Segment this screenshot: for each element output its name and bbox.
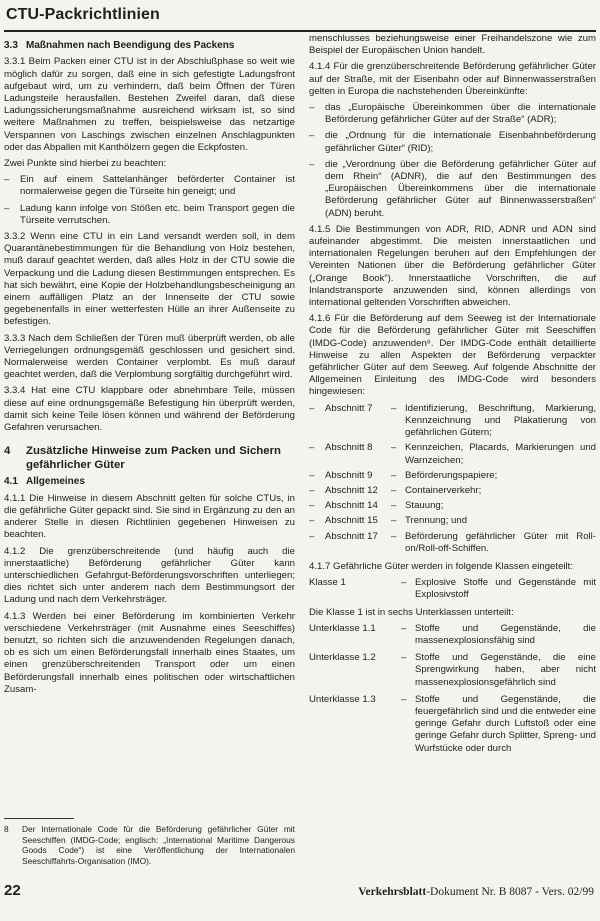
paragraph-3-3-1: 3.3.1 Beim Packen einer CTU ist in der Abschlußphase so weit wie möglich dafür zu sorgen, daß eine in sich gefestigte Ladungsfront aufgebaut wird, um zu verhindern, daß beim Öffnen der Türen Ladungsteile herausfallen. Bestehen Zweifel daran, daß diese Ladungssicherungsmaßnahme ausreichend wirksam ist, so sind weitere Maßnahmen zu treffen, beispielsweise das netzartige Verspannen von Laschings zwischen einzelnen Anschlagpunkten oder das Abpallen mit Kanthölzern gegen die Eckpfosten. — [4, 56, 295, 153]
running-title: CTU-Packrichtlinien — [6, 6, 160, 23]
paragraph-4-1-6: 4.1.6 Für die Beförderung auf dem Seeweg ist der Internationale Code für die Beförderung gefährlicher Güter mit Seeschiffen (IMDG-Code) anzuwenden⁸. Der IMDG-Code enthält detaillierte Hinweise zu allen Aspekten der Beförderung verpackter gefährlicher Güter auf dem Seeweg. Auf folgende Abschnitte der Allgemeinen Einleitung des IMDG-Code wird besonders hingewiesen: — [309, 313, 596, 398]
footnote — [4, 824, 295, 866]
footnote-divider — [4, 818, 74, 819]
page-header — [4, 4, 596, 32]
document-reference: Verkehrsblatt-Dokument Nr. B 8087 - Vers. 02/99 — [358, 886, 594, 898]
list-item: – Ein auf einem Sattelanhänger beförderter Container ist normalerweise gegen die Türseite hin geneigt; und — [4, 174, 295, 198]
paragraph-4-1-5: 4.1.5 Die Bestimmungen von ADR, RID, ADNR und ADN sind aufeinander abgestimmt. Die meisten innerstaatlichen und internationalen Regelungen beruhen auf den Empfehlungen der Vereinten Nationen über die Beförderung gefährlicher Güter („Orange Book“). Innerstaatliche Vorschriften, die auf Inlandstransporte anzuwenden sind, können allerdings von international geltenden Vorschriften abweichen. — [309, 223, 596, 309]
list-item: – die „Verordnung über die Beförderung gefährlicher Güter auf dem Rhein“ (ADNR), die auf den Bestimmungen des „Europäischen Übereinkommens über die internationale Beförderung gefährlicher Güter auf Binnenwasserstraßen“ (ADN) beruht. — [309, 159, 596, 220]
class-row: Klasse 1 – Explosive Stoffe und Gegenstände mit Explosivstoff — [309, 577, 596, 601]
list-item: – das „Europäische Übereinkommen über die internationale Beförderung gefährlicher Güter auf der Straße“ (ADR); — [309, 102, 596, 126]
footnote-mark: 8 — [4, 824, 9, 834]
subclass-row: Unterklasse 1.1 – Stoffe und Gegenstände, die massenexplosionsfähig sind — [309, 622, 596, 646]
paragraph-continued: menschlusses beziehungsweise einer Freihandelszone wie zum Beispiel der Europäischen Union handelt. — [309, 33, 596, 57]
paragraph-3-3-2: 3.3.2 Wenn eine CTU in ein Land versandt werden soll, in dem Quarantänebestimmungen für die Behandlung von Holz bestehen, muß darauf geachtet werden, daß alles Holz in der CTU sowie die Verpackung und die Ladung diesen Bestimmungen entsprechen. Es hat sich bewährt, eine Kopie der Holzbehandlungsbescheinigung an einem auffälligen Platz an der Innenseite der CTU sowie gegebenenfalls in einer wetterfesten Hülle an ihrer Außenseite zu befestigen. — [4, 231, 295, 328]
paragraph-4-1-3: 4.1.3 Werden bei einer Beförderung im kombinierten Verkehr verschiedene Verkehrsträger (mit Ausnahme eines Seeschiffes) benutzt, so richten sich die anzuwendenden Regelungen danach, ob es sich um einen Beförderungsfall innerhalb eines Staates, um einen grenzüberschreitenden Transport oder um einen Beförderungsfall innerhalb eines politischen oder wirtschaftlichen Zusam- — [4, 610, 295, 695]
list-item: – Ladung kann infolge von Stößen etc. beim Transport gegen die Türseite verrutschen. — [4, 203, 295, 227]
imdg-section-row: – Abschnitt 15 – Trennung; und — [309, 515, 468, 527]
section-heading-3-3: 3.3 Maßnahmen nach Beendigung des Packens — [4, 40, 235, 51]
class-1-subdivision-note: Die Klasse 1 ist in sechs Unterklassen unterteilt: — [309, 606, 514, 618]
imdg-section-row: – Abschnitt 7 – Identifizierung, Beschriftung, Markierung, Kennzeichnung und Plakatierung von gefährlichen Gütern; — [309, 402, 596, 439]
page-footer — [4, 878, 596, 908]
page-number: 22 — [4, 882, 21, 899]
imdg-section-row: – Abschnitt 8 – Kennzeichen, Placards, Markierungen und Warnzeichen; — [309, 442, 596, 466]
left-column — [4, 38, 295, 700]
imdg-section-row: – Abschnitt 9 – Beförderungspapiere; — [309, 469, 498, 481]
paragraph-4-1-1: 4.1.1 Die Hinweise in diesem Abschnitt gelten für solche CTUs, in die gefährliche Güter gepackt sind. Sie sind in Ergänzung zu den an anderer Stelle in diesen Richtlinien gegebenen Hinweisen zu beachten. — [4, 492, 295, 541]
paragraph-4-1-2: 4.1.2 Die grenzüberschreitende (und häufig auch die innerstaatliche) Beförderung gefährlicher Güter kann unterschiedlichen Gefahrgut-Beförderungsvorschriften unterliegen; dies richtet sich unter anderem nach dem Bestimmungsort der Ladung und nach dem Verkehrsträger. — [4, 545, 295, 606]
paragraph-3-3-4: 3.3.4 Hat eine CTU klappbare oder abnehmbare Teile, müssen diese auf eine ordnungsgemäße Befestigung hin überprüft werden, damit sich keine Teile lösen können und während der Beförderung Gefahren verursachen. — [4, 385, 295, 434]
paragraph-4-1-7: 4.1.7 Gefährliche Güter werden in folgende Klassen eingeteilt: — [309, 560, 573, 572]
imdg-section-row: – Abschnitt 17 – Beförderung gefährlicher Güter mit Roll-on/Roll-off-Schiffen. — [309, 530, 596, 554]
paragraph-4-1-4: 4.1.4 Für die grenzüberschreitende Beförderung gefährlicher Güter auf der Straße, mit der Eisenbahn oder auf Binnenwasserstraßen gelten in Europa die nachstehenden Übereinkünfte: — [309, 61, 596, 97]
subclass-row: Unterklasse 1.2 – Stoffe und Gegenstände, die eine Sprengwirkung haben, aber nicht massenexplosionsgefährlich sind — [309, 652, 596, 688]
paragraph-3-3-3: 3.3.3 Nach dem Schließen der Türen muß überprüft werden, ob alle Verriegelungen ordnungsgemäß geschlossen und gesichert sind. Normalerweise werden Container verplombt. Es muß darauf geachtet werden, daß die Verplombung sorgfältig durchgeführt wird. — [4, 332, 295, 381]
paragraph-two-points: Zwei Punkte sind hierbei zu beachten: — [4, 158, 167, 170]
section-heading-4-1: 4.1 Allgemeines — [4, 476, 85, 488]
right-column — [309, 33, 596, 760]
imdg-section-row: – Abschnitt 12 – Containerverkehr; — [309, 484, 482, 496]
imdg-section-row: – Abschnitt 14 – Stauung; — [309, 500, 444, 512]
list-item: – die „Ordnung für die internationale Eisenbahnbeförderung gefährlicher Güter“ (RID); — [309, 130, 596, 154]
section-heading-4: 4 Zusätzliche Hinweise zum Packen und Sichern gefährlicher Güter — [4, 445, 281, 472]
subclass-row: Unterklasse 1.3 – Stoffe und Gegenstände, die feuergefährlich sind und die entweder eine geringe Gefahr durch Luftstoß oder eine geringe Gefahr durch Splitter, Spreng- und Wurfstücke oder durch — [309, 693, 596, 754]
footnote-text: Der Internationale Code für die Beförderung gefährlicher Güter mit Seeschiffen (IMDG-Code; englisch: „International Maritime Dangerous Goods Code“) ist eine Veröffentlichung der Internationalen Seeschiffahrts-Organisation (IMO). — [22, 824, 295, 866]
